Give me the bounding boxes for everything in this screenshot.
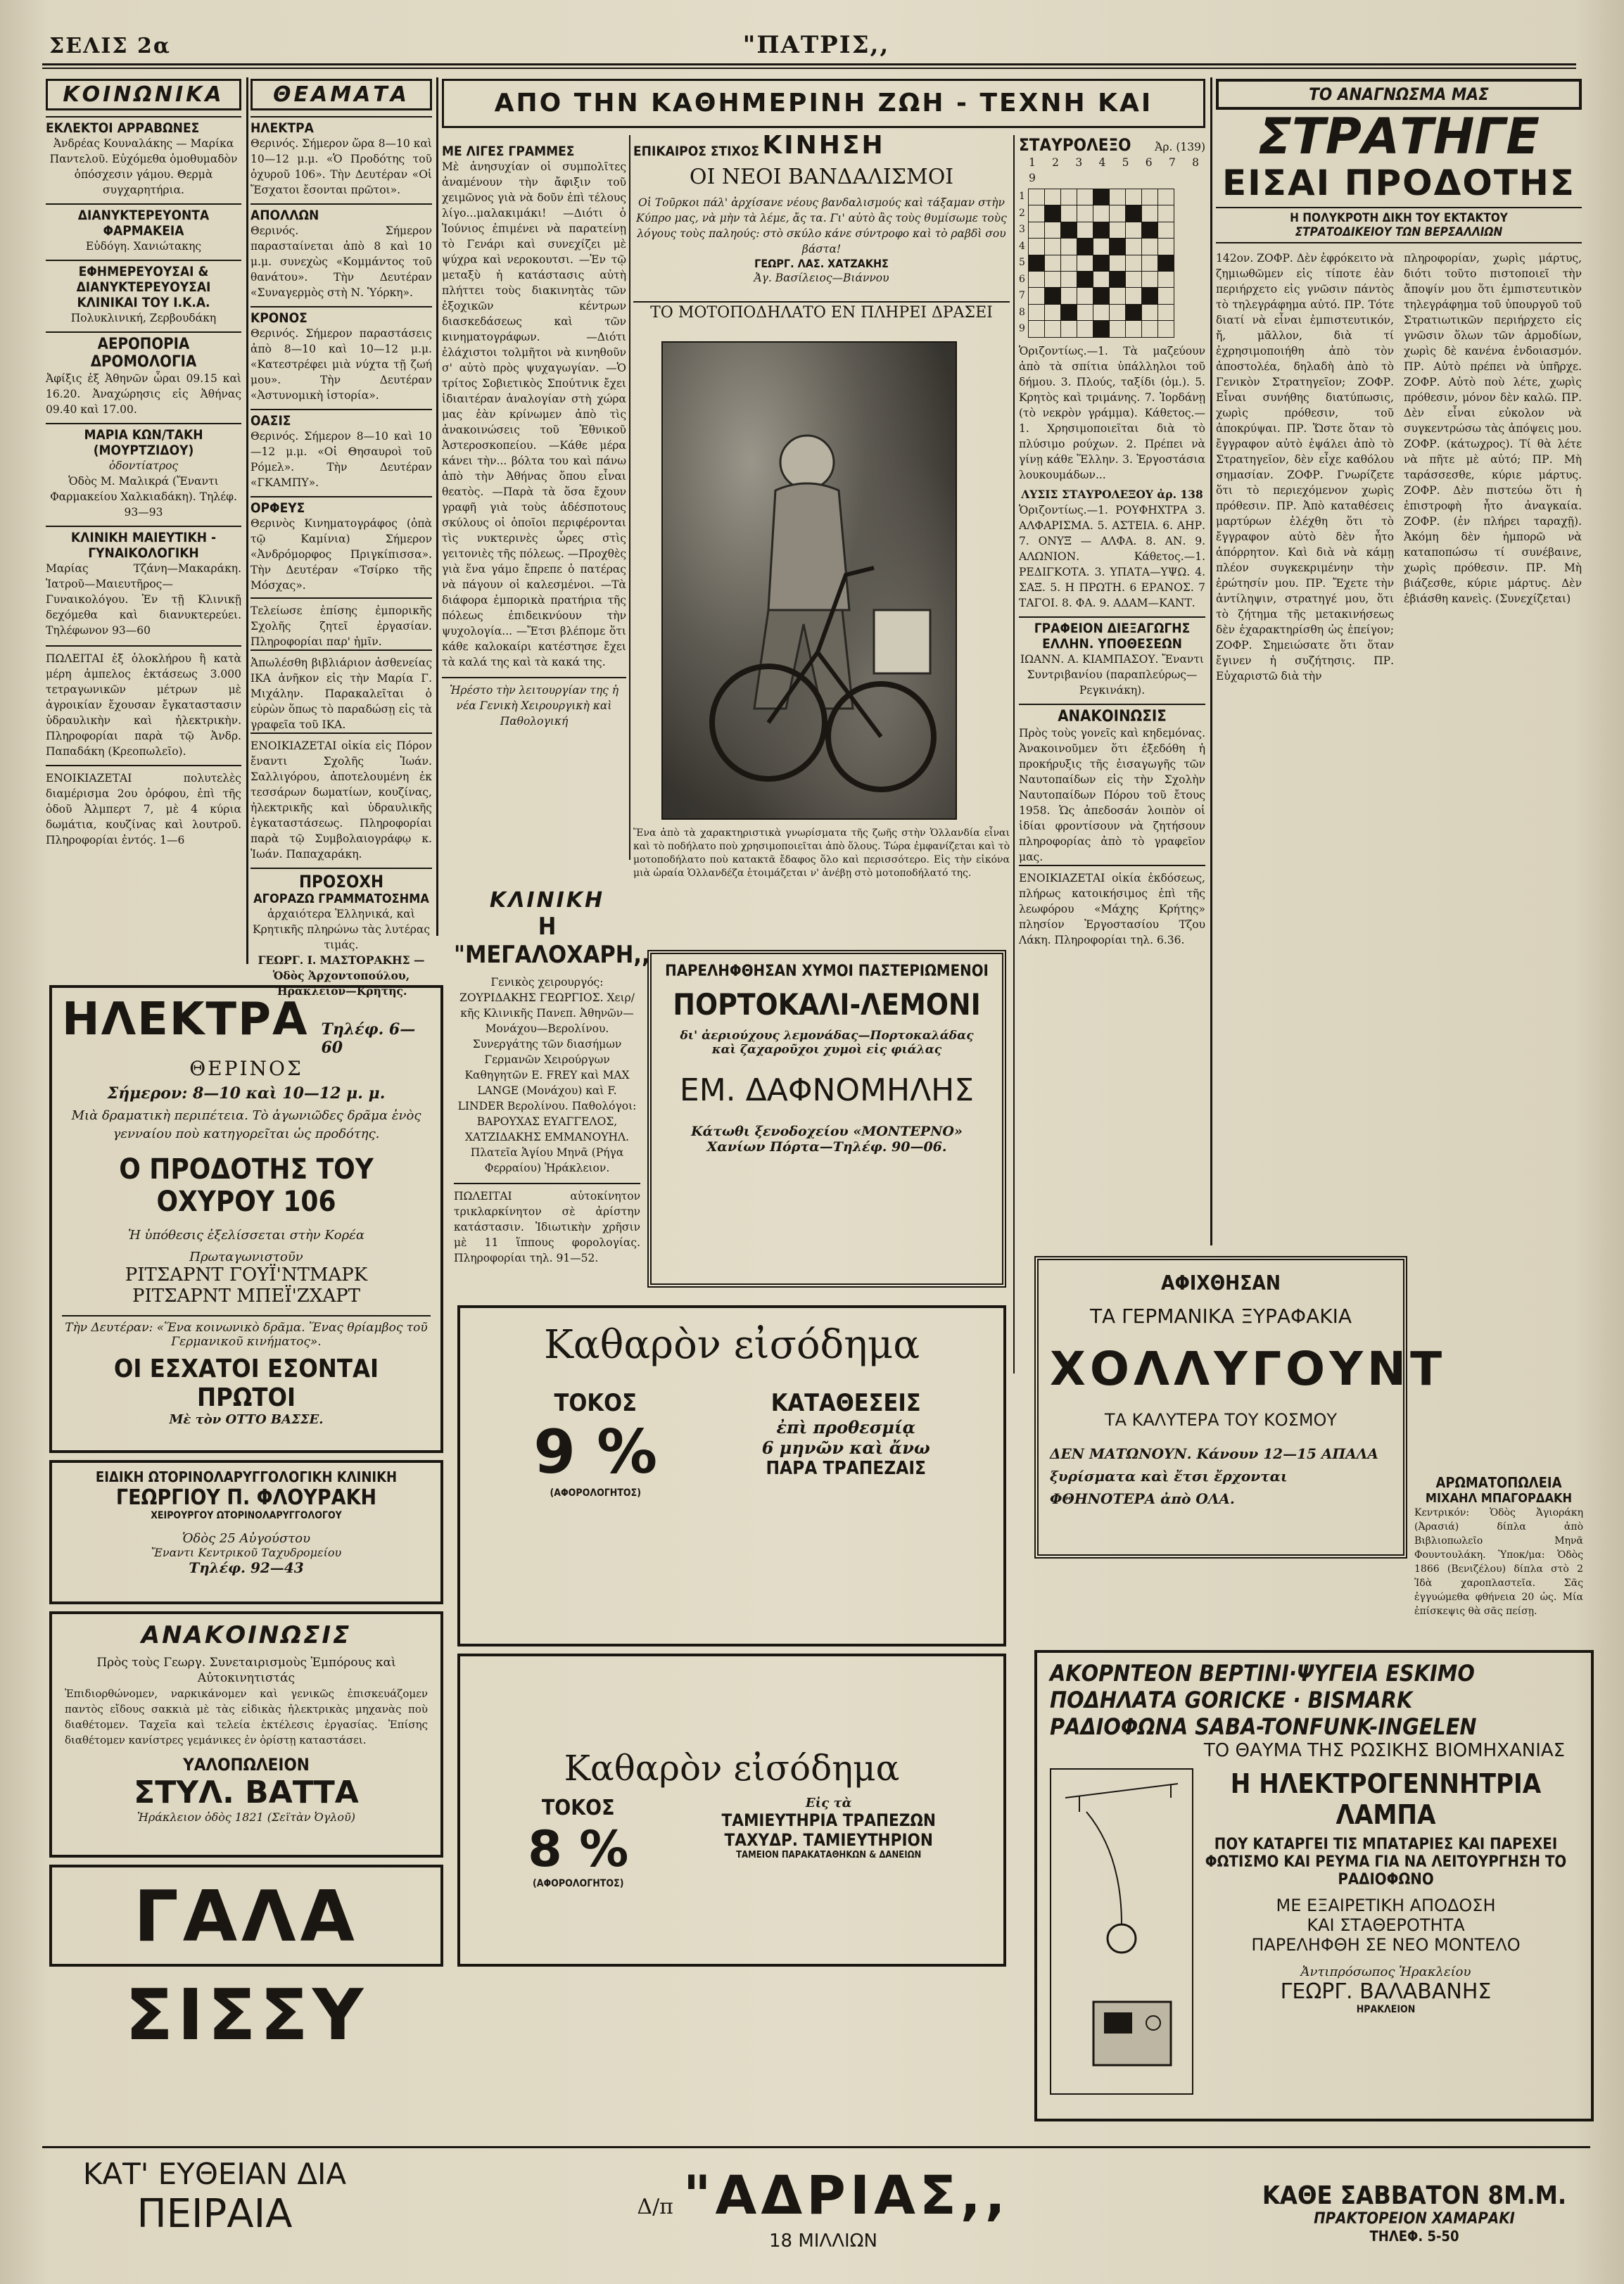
ent-addr-2: Ἔναντι Κεντρικοῦ Ταχυδρομείου xyxy=(151,1546,342,1559)
elektra-film-2-star: Μὲ τὸν ΟΤΤΟ ΒΑΣΣΕ. xyxy=(169,1412,324,1427)
bicycle-illustration xyxy=(663,343,958,821)
razor-brand: ΧΟΛΛΥΓΟΥΝΤ xyxy=(1050,1342,1447,1396)
clinic2-text: Μαρίας Τζάνη—Μακαράκη. Ἰατροῦ—Μαιευτῆρος—Γυναικολόγου. Ἐν τῇ Κλινικῇ δεχόμεθα καὶ διανυκτερεύει. Τηλέφωνον 93—60 xyxy=(46,562,241,637)
sale-ad: ΠΩΛΕΙΤΑΙ ἐξ ὁλοκλήρου ἢ κατὰ μέρη ἀμπελος ἐκτάσεως 3.000 τετραγωνικῶν μέτρων μὲ ἀγροικίαν ἔχουσαν ἔγκαταστασιν ὑδραυλικὴν καὶ ἠλεκτρικὴν. Πληροφορίαι παρὰ τῷ Ἀνδρ. Παπαδάκη (Κρεοπωλεῖο). xyxy=(46,645,241,759)
elektra-title: ΗΛΕΚΤΡΑ xyxy=(62,994,309,1046)
poem-text: Οἱ Τοῦρκοι πάλ' ἀρχίσανε νέους βανδαλισμούς καὶ τάξαμαν στὴν Κύπρο μας, νὰ μὴν τὰ λέμε, ἄς τα. Γι' αὐτὸ ἂς τοὺς θυμίσωμε τοὺς λόγους τοὺς παληούς: στὸ σκύλο κάνε σύντροφο καὶ τὸ ραβδὶ σου βάστα! xyxy=(636,196,1007,255)
juice-addr-2: Χανίων Πόρτα—Τηλέφ. 90—06. xyxy=(706,1139,947,1155)
income-ad-1 xyxy=(457,1305,1006,1647)
income1-title: Καθαρὸν εἰσόδημα xyxy=(543,1322,920,1368)
glass-name: ΣΤΥΛ. ΒΑΤΤΑ xyxy=(134,1775,359,1810)
income1-dep-4: ΠΑΡΑ ΤΡΑΠΕΖΑΙΣ xyxy=(766,1458,927,1479)
theatres-heading: ΘΕΑΜΑΤΑ xyxy=(250,79,432,110)
short-lines-column xyxy=(442,135,626,881)
story-kicker: ΤΟ ΑΝΑΓΝΩΣΜΑ ΜΑΣ xyxy=(1216,79,1582,110)
paper-title: "ΠΑΤΡΙΣ,, xyxy=(742,31,890,59)
notice-1: Τελείωσε ἐπίσης ἐμπορικῆς Σχολῆς ζητεῖ ἐργασίαν. Πληροφορίαι παρ' ἡμῖν. xyxy=(250,597,432,649)
elektra-plot: Ἡ ὑπόθεσις ἐξελίσσεται στὴν Κορέα xyxy=(127,1228,365,1243)
razor-line-1: ΑΦΙΧΘΗΣΑΝ xyxy=(1161,1271,1281,1295)
short-lines-footer: Ἠρέστο τὴν λειτουργίαν της ἡ νέα Γενικὴ Χειρουργικὴ καὶ Παθολογική xyxy=(442,677,626,729)
footer-left xyxy=(49,2157,380,2269)
house-rent-ad: ΕΝΟΙΚΙΑΖΕΤΑΙ οἰκία ἐκδόσεως, πλήρως κατοικήσιμος ἐπὶ τῆς λεωφόρου «Μάχης Κρήτης» πλησίον Ἐργοστασίου Τζου Λάκη. Πληροφορίαι τηλ. 6.36. xyxy=(1019,865,1205,948)
income2-rate: 8 % xyxy=(528,1820,629,1878)
pharmacies-text: Εὐδόγη. Χανιώτακης xyxy=(85,240,202,253)
megalochari-clinic-ad xyxy=(454,888,650,1282)
eskimo-line-4: ΤΟ ΘΑΥΜΑ ΤΗΣ ΡΩΣΙΚΗΣ ΒΙΟΜΗΧΑΝΙΑΣ xyxy=(1203,1740,1566,1761)
elektra-phone: Τηλέφ. 6—60 xyxy=(321,1020,416,1057)
solution-heading: ΛΥΣΙΣ ΣΤΑΥΡΟΛΕΞΟΥ ἀρ. 138 xyxy=(1021,487,1203,501)
footer-right-3: ΤΗΛΕΦ. 5-50 xyxy=(1369,2228,1459,2245)
eskimo-lamp-title: Η ΗΛΕΚΤΡΟΓΕΝΝΗΤΡΙΑ ΛΑΜΠΑ xyxy=(1230,1768,1542,1830)
elektra-monday: Τὴν Δευτέραν: «Ἕνα κοινωνικὸ δρᾶμα. Ἕνας θρίαμβος τοῦ Γερμανικοῦ κινήματος». xyxy=(62,1315,431,1349)
razor-line-2: ΤΑ ΓΕΡΜΑΝΙΚΑ ΞΥΡΑΦΑΚΙΑ xyxy=(1089,1305,1352,1328)
elektra-film-2: ΟΙ ΕΣΧΑΤΟΙ ΕΣΟΝΤΑΙ ΠΡΩΤΟΙ xyxy=(113,1354,379,1412)
attention-sign: ΓΕΩΡΓ. Ι. ΜΑΣΤΟΡΑΚΗΣ — Ὁδὸς Ἀρχοντοπούλου, Ἡρακλεῖον—Κρήτης. xyxy=(258,953,425,998)
perfume-name: ΜΙΧΑΗΛ ΜΠΑΓΟΡΔΑΚΗ xyxy=(1425,1491,1573,1506)
announce-text: Πρὸς τοὺς γονεῖς καὶ κηδεμόνας. Ἀνακοινοῦμεν ὅτι ἐξεδόθη ἡ προκήρυξις τῆς ἐισαγωγῆς τῶν Ναυτοπαίδων εἰς τὴν Σχολὴν Ναυτοπαίδων Πόρου τοῦ ἔτους 1958. Ὡς ἀπεδοσάν λοιπὸν οἱ ἰδίαι φροντίσουν νὰ ζητήσουν πληροφορίας ἀπὸ τὸ γραφεῖον μας. xyxy=(1019,726,1205,863)
eskimo-line-2: ΠΟΔΗΛΑΤΑ GORICKE · BISMARK xyxy=(1050,1687,1413,1713)
footer-left-2: ΠΕΙΡΑΙΑ xyxy=(137,2191,293,2237)
photo-caption: Ἕνα ἀπὸ τὰ χαρακτηριστικὰ γνωρίσματα τῆς ζωῆς στὴν Ὁλλανδία εἶναι καὶ τὸ ποδήλατο ποὺ χρησιμοποιεῖται ἀπὸ ὅλους. Τώρα ἐμφανίζεται καὶ τὸ μοτοποδήλατο ποὺ κατακτᾶ ἔδαφος ὅλο καὶ περισσότερο. Εἰς τὴν εἰκόνα μιὰ ὡραία Ὁλλανδέζα ἑτοιμάζεται ν' ἀνέβῃ στὸ μοτοποδήλατό της. xyxy=(633,827,1010,879)
story-title-2: ΕΙΣΑΙ ΠΡΟΔΟΤΗΣ xyxy=(1222,163,1575,203)
crossword-column xyxy=(1019,135,1205,1373)
engagements-heading: ΕΚΛΕΚΤΟΙ ΑΡΡΑΒΩΝΕΣ xyxy=(46,116,241,136)
short-lines-heading: ΜΕ ΛΙΓΕΣ ΓΡΑΜΜΕΣ xyxy=(442,144,575,159)
solution-text: Ὁριζοντίως.—1. ΡΟΥΦΗΧΤΡΑ 3. ΑΛΦΑΡΙΣΜΑ. 5. ΑΣΤΕΙΑ. 6. ΑΗΡ. 7. ΟΝΥΞ — ΑΛΦΑ. 8. ΑΝ. 9. ΑΛΩΝΙΟΝ. Κάθετος.—1. ΡΕΔΙΓΚΟΤΑ. 3. ΥΠΑΤΑ—ΥΨΩ. 4. ΣΑΞ. 5. Η ΠΡΩΤΗ. 6 ΕΡΑΝΟΣ. 7 ΤΑΓΟΙ. 8. ΦΑ. 9. ΑΔΑΜ—ΚΑΝΤ. xyxy=(1019,503,1205,609)
income2-text-4: ΤΑΜΕΙΟΝ ΠΑΡΑΚΑΤΑΘΗΚΩΝ & ΔΑΝΕΙΩΝ xyxy=(736,1850,922,1860)
notice-3: ΕΝΟΙΚΙΑΖΕΤΑΙ οἰκία εἰς Πόρον ἔναντι Σχολῆς Ἰωάν. Σαλλιγόρου, ἀποτελουμένη ἐκ τεσσάρων δωματίων, κουζίνας, ἠλεκτρικῆς καὶ ὑδραυλικῆς ἐγκαταστάσεως. Πληροφορίαι παρὰ τῷ Συμβολαιογράφῳ κ. Ἰωάν. Παπαχαράκη. xyxy=(250,732,432,862)
eskimo-lamp-ad xyxy=(1034,1650,1594,2121)
elektra-stars-label: Πρωταγωνιστοῦν xyxy=(189,1250,303,1264)
lamp-icon xyxy=(1051,1770,1189,2091)
eskimo-line-3: ΡΑΔΙΟΦΩΝΑ SABA-TONFUNK-INGELEN xyxy=(1050,1713,1477,1740)
eskimo-name: ΓΕΩΡΓ. ΒΑΛΑΒΑΝΗΣ xyxy=(1280,1979,1492,2004)
ent-addr: Ὁδὸς 25 Αὐγούστου xyxy=(182,1531,311,1546)
income2-text-2: ΤΑΜΙΕΥΤΗΡΙΑ ΤΡΑΠΕΖΩΝ xyxy=(721,1810,936,1830)
razor-ad xyxy=(1034,1256,1447,1559)
story-col-2: πληροφορίαν, χωρὶς μάρτυς, διότι τοῦτο πιστοποιεῖ τὴν ἄποψίν μου ὅτι ἐμπιστευτικὸν τηλεγράφημα τοῦ ὑπουργοῦ τοῦ Στρατιωτικῶν περιήρχετο εἰς γνῶσιν ὅλων τῶν ἀρμοδίων, χωρὶς δὲ κανένα ἐνδοιασμόν. ΠΡ. Αὐτὸ πρέπει νὰ ὑπῆρχε. ΖΟΦΡ. Αὐτὸ ποὺ λέτε, χωρὶς πρόθεσιν, μόνον δὲν καλῶ. ΠΡ. Δὲν εἶναι εὐκολον νὰ συγκεντρώσω τὰς ἀπόψεις μου. ΖΟΦΡ. (κάτωχρος). Τί θὰ λέτε νὰ πῆτε μὲ αὐτό; ΠΡ. Μὴ ταράσσεσθε, κύριε μάρτυς. ΖΟΦΡ. Δὲν πιστεύω ὅτι ἡ ἐπιστροφὴ ἦτο ἀναγκαία. ΖΟΦΡ. (ἐν πλήρει ταραχῇ). Ἀκόμη δὲν ἠμπορῶ νὰ καταποπώσω τί συνέβαινε, χωρὶς πρόθεσιν. ΠΡ. Μὴ βιάζεσθε, κύριε μάρτυς. Δὲν ἐβιάσθη κανεὶς. (Συνεχίζεται) xyxy=(1404,252,1582,605)
income-ad-2 xyxy=(457,1654,1006,1967)
motorbike-photo xyxy=(661,341,957,820)
elektra-desc: Μιὰ δραματικὴ περιπέτεια. Τὸ ἀγωνιῶδες δρᾶμα ἑνὸς γενναίου ποὺ κατηγορεῖται ὡς προδότης. xyxy=(71,1108,421,1141)
doctor1-addr: Ὁδὸς Μ. Μαλικρά (Ἔναντι Φαρμακείου Χαλκιαδάκη). Τηλέφ. 93—93 xyxy=(50,475,237,519)
daily-banner: ΑΠΟ ΤΗΝ ΚΑΘΗΜΕΡΙΝΗ ΖΩΗ - ΤΕΧΝΗ ΚΑΙ ΚΙΝΗΣΗ xyxy=(442,79,1205,128)
income2-title: Καθαρὸν εἰσόδημα xyxy=(564,1748,900,1789)
perfume-ad xyxy=(1414,1474,1583,1650)
theatre-4-name: ΟΑΣΙΣ xyxy=(250,409,432,429)
glass-announce-title: ΑΝΑΚΟΙΝΩΣΙΣ xyxy=(141,1621,352,1649)
eskimo-city: ΗΡΑΚΛΕΙΟΝ xyxy=(1356,2004,1416,2015)
attention-text: ἀρχαιότερα Ἑλληνικά, καὶ Κρητικῆς πληρώνω τὰς λυτέρας τιμάς. xyxy=(252,908,430,951)
theatre-4-text: Θερινός. Σήμερον 8—10 καὶ 10—12 μ.μ. «Οἱ Θησαυροὶ τοῦ Ρόμελ». Τὴν Δευτέραν «ΓΚΑΜΠΥ». xyxy=(250,430,432,489)
elektra-star-1: ΡΙΤΣΑΡΝΤ ΓΟΥΪ'ΝΤΜΑΡΚ xyxy=(125,1264,368,1286)
perfume-title: ΑΡΩΜΑΤΟΠΩΛΕΙΑ xyxy=(1435,1474,1562,1491)
poem-column-heading: ΕΠΙΚΑΙΡΟΣ ΣΤΙΧΟΣ xyxy=(633,144,759,159)
glass-announce-2: Ἐπιδιορθώνομεν, ναρκικάνομεν καὶ γενικῶς ἐπισκευάζομεν παντὸς εἴδους σακκιὰ μὲ τὰς εἰδικὰς ἠλεκτρικὰς μηχανὰς ποὺ διαθέτομεν. Ταχεῖα καὶ τελεία ἐκτέλεσις ἐργασίας. Ἐπίσης διαθέτομεν κανίστρες γεμάνικες ἐν ὀρίστῃ καταστάσει. xyxy=(65,1687,428,1746)
rent-ad: ΕΝΟΙΚΙΑΖΕΤΑΙ πολυτελὲς διαμέρισμα 2ου ὀρόφου, ἐπὶ τῆς ὁδοῦ Ἀλμπερτ 7, μὲ 4 κύρια δωμάτια, κουζίνας καὶ λουτροῦ. Πληροφορίαι ἐντός. 1—6 xyxy=(46,765,241,848)
photo-title: ΤΟ ΜΟΤΟΠΟΔΗΛΑΤΟ ΕΝ ΠΛΗΡΕΙ ΔΡΑΣΕΙ xyxy=(650,304,993,322)
perfume-text: Κεντρικόν: Ὁδὸς Ἀγιοράκη (Ἀρασιά) δίπλα ἀπὸ Βιβλιοπωλεῖο Μηνᾶ Φουντουλάκη. Ὑποκ/μα: Ὁδὸς 1866 (Βενιζέλου) δίπλα στὸ 2 Ἰδὰ χαροπλαστεῖα. Σᾶς ἐγγυώμεθα φθήνεια 20 ὡς. Μία ἐπίσκεψις θὰ σᾶς πείσῃ. xyxy=(1414,1507,1583,1617)
elektra-star-2: ΡΙΤΣΑΡΝΤ ΜΠΕΪ'ΖΧΑΡΤ xyxy=(132,1286,360,1307)
glass-addr: Ἡράκλειον ὁδὸς 1821 (Σεϊτὰν Ὀγλοῦ) xyxy=(137,1810,356,1824)
glass-shop-ad xyxy=(49,1611,443,1858)
eskimo-line-6: ΠΟΥ ΚΑΤΑΡΓΕΙ ΤΙΣ ΜΠΑΤΑΡΙΕΣ ΚΑΙ ΠΑΡΕΧΕΙ ΦΩΤΙΣΜΟ ΚΑΙ ΡΕΥΜΑ ΓΙΑ ΝΑ ΛΕΙΤΟΥΡΓΗΣΗ ΤΟ ΡΑΔΙΟΦΩΝΟ xyxy=(1205,1836,1567,1889)
income2-text-3: ΤΑΧΥΔΡ. ΤΑΜΙΕΥΤΗΡΙΟΝ xyxy=(724,1830,933,1850)
story-title-1: ΣΤΡΑΤΗΓΕ xyxy=(1258,108,1540,165)
office-heading: ΓΡΑΦΕΙΟΝ ΔΙΕΞΑΓΩΓΗΣ ΕΛΛΗΝ. ΥΠΟΘΕΣΕΩΝ xyxy=(1019,616,1205,652)
lamp-illustration xyxy=(1050,1768,1193,2095)
glass-announce-1: Πρὸς τοὺς Γεωργ. Συνεταιρισμοὺς Ἐμπόρους καὶ Αὐτοκινητιστάς xyxy=(96,1656,396,1685)
crossword-grid xyxy=(1028,189,1174,338)
poem-box xyxy=(633,135,1010,297)
theatre-1-text: Θερινός. Σήμερον ὥρα 8—10 καὶ 10—12 μ.μ. «Ὁ Προδότης τοῦ ὀχυροῦ 106». Τὴν Δευτέραν «Οἱ Ἔσχατοι ἔσονται πρῶτοι». xyxy=(250,137,432,196)
juice-line-1: ΠΑΡΕΛΗΦΘΗΣΑΝ ΧΥΜΟΙ ΠΑΣΤΕΡΙΩΜΕΝΟΙ xyxy=(665,963,989,980)
juice-line-4: καὶ ζαχαροῦχοι χυμοὶ εἰς φιάλας xyxy=(711,1043,942,1057)
elektra-ad xyxy=(49,985,443,1453)
crossword-title: ΣΤΑΥΡΟΛΕΞΟ xyxy=(1019,135,1131,155)
ent-name: ΓΕΩΡΓΙΟΥ Π. ΦΛΟΥΡΑΚΗ xyxy=(115,1485,377,1510)
income2-text-1: Εἰς τὰ xyxy=(805,1796,852,1810)
theatre-3-text: Θερινός. Σήμερον παραστάσεις ἀπὸ 8—10 καὶ 10—12 μ.μ. «Κατεστρέφει μιὰ νύχτα τῇ ζωή μου». Τὴν Δευτέραν «Ἀστυνομικὴ ἱστορία». xyxy=(250,327,432,402)
theatre-5-name: ΟΡΦΕΥΣ xyxy=(250,496,432,516)
glass-label: ΥΑΛΟΠΩΛΕΙΟΝ xyxy=(183,1755,310,1775)
story-sub-1: Η ΠΟΛΥΚΡΟΤΗ ΔΙΚΗ ΤΟΥ ΕΚΤΑΚΤΟΥ xyxy=(1216,207,1582,225)
ika-text: Πολυκλινική, Ζερβουδάκη xyxy=(70,312,217,324)
social-heading: ΚΟΙΝΩΝΙΚΑ xyxy=(46,79,241,110)
footer-ship-name: "ΑΔΡΙΑΣ,, xyxy=(683,2164,1010,2226)
office-text: ΙΩΑΝΝ. Α. ΚΙΑΜΠΑΣΟΥ. Ἔναντι Συντριβανίου (παραπλεύρως—Ρεγκινάκη). xyxy=(1020,652,1205,697)
razor-line-4: ΤΑ ΚΑΛΥΤΕΡΑ ΤΟΥ ΚΟΣΜΟΥ xyxy=(1104,1410,1338,1430)
ent-role: ΧΕΙΡΟΥΡΓΟΥ ΩΤΟΡΙΝΟΛΑΡΥΓΓΟΛΟΓΟΥ xyxy=(151,1510,342,1521)
poem-title: ΟΙ ΝΕΟΙ ΒΑΝΔΑΛΙΣΜΟΙ xyxy=(689,165,954,189)
razor-line-5: ΔΕΝ ΜΑΤΩΝΟΥΝ. Κάνουν 12—15 ΑΠΑΛΑ ξυρίσματα καὶ ἔτσι ἔρχονται ΦΘΗΝΟΤΕΡΑ ἀπὸ ΟΛΑ. xyxy=(1050,1445,1378,1507)
flights-heading: ΑΕΡΟΠΟΡΙΑ ΔΡΟΜΟΛΟΓΙΑ xyxy=(46,331,241,371)
theatre-2-name: ΑΠΟΛΛΩΝ xyxy=(250,203,432,223)
eskimo-line-7: ΜΕ ΕΞΑΙΡΕΤΙΚΗ ΑΠΟΔΟΣΗ xyxy=(1276,1896,1496,1915)
crossword-clues: Ὁριζοντίως.—1. Τὰ μαζεύουν ἀπὸ τὰ σπίτια ὑπάλληλοι τοῦ δήμου. 3. Πλούς, ταξίδι (ὁμ.). 5. Κρητὸς καὶ τριμάνης. 7. Ἰορδάνῃ (τὸ νεκρὸν γράμμα). Κάθετος.—1. Χρησιμοποιεῖται διὰ τὸ πλύσιμο ρούχων. 2. Πρέπει νὰ γίνῃ κάθε Ἕλλην. 3. Ἐργοστάσια λουκουμάδων... xyxy=(1019,344,1205,481)
theatre-2-text: Θερινός. Σήμερον παρασταίνεται ἀπὸ 8 καὶ 10 μ.μ. συνεχὼς «Κομμάντος τοῦ θανάτου». Τὴν Δευτέραν «Συναγερμὸς στὴ Ν. Ὑόρκη». xyxy=(250,224,432,299)
attention-sub: ΑΓΟΡΑΖΩ ΓΡΑΜΜΑΤΟΣΗΜΑ xyxy=(253,892,429,906)
footer-right xyxy=(1245,2181,1583,2273)
footer-ship-prefix: Δ/π xyxy=(637,2195,673,2219)
theatre-1-name: ΗΛΕΚΤΡΑ xyxy=(250,116,432,136)
eskimo-rep: Ἀντιπρόσωπος Ἡρακλείου xyxy=(1300,1965,1471,1979)
footer-left-1: ΚΑΤ' ΕΥΘΕΙΑΝ ΔΙΑ xyxy=(82,2157,347,2191)
clinic2-heading: ΚΛΙΝΙΚΗ ΜΑΙΕΥΤΙΚΗ - ΓΥΝΑΙΚΟΛΟΓΙΚΗ xyxy=(46,526,241,561)
ika-heading: ΕΦΗΜΕΡΕΥΟΥΣΑΙ & ΔΙΑΝΥΚΤΕΡΕΥΟΥΣΑΙ ΚΛΙΝΙΚΑΙ ΤΟΥ Ι.Κ.Α. xyxy=(46,260,241,310)
income1-dep: ΚΑΤΑΘΕΣΕΙΣ xyxy=(770,1389,921,1417)
theatre-3-name: ΚΡΟΝΟΣ xyxy=(250,306,432,326)
ent-title: ΕΙΔΙΚΗ ΩΤΟΡΙΝΟΛΑΡΥΓΓΟΛΟΓΙΚΗ ΚΛΙΝΙΚΗ xyxy=(95,1468,398,1485)
ent-clinic-ad xyxy=(49,1460,443,1604)
pharmacies-heading: ΔΙΑΝΥΚΤΕΡΕΥΟΝΤΑ ΦΑΡΜΑΚΕΙΑ xyxy=(46,203,241,239)
footer-knots: 18 ΜΙΛΛΙΩΝ xyxy=(768,2231,877,2252)
juice-name: ΕΜ. ΔΑΦΝΟΜΗΛΗΣ xyxy=(679,1072,975,1108)
juices-ad xyxy=(647,950,1006,1288)
attention-heading: ΠΡΟΣΟΧΗ xyxy=(250,868,432,892)
doctor1-role: ὀδοντίατρος xyxy=(108,459,179,472)
short-lines-text: Μὲ ἀνησυχίαν οἱ συμπολῖτες ἀναμένουν τὴν ἄφιξιν τοῦ χειμῶνος γιὰ νὰ δοῦν ἐπὶ τέλους λίγο...μαλακιμάκι! —Διότι ὁ Ἰούνιος ἐπιμένει νὰ παρατείνῃ τὸ Γενάρι καὶ συνεχίζει μὲ ψύχρα καὶ νεροκουτσι. —Ἐν τῷ μεταξὺ ἡ κατάστασις αὐτὴ πλήττει τοὺς διακινητὰς τῶν ἐξοχικῶν κέντρων διασκεδάσεως καὶ τῶν κινηματογράφων. —Διότι ἐλάχιστοι τολμῆτοι νὰ κινηθοῦν σ' αὐτὸ πρὸς ψυχαγωγίαν. —Ὁ τρίτος Σοβιετικὸς Σπούτνικ ἔχει ἰδιαιτέραν ἀναλογίαν στὴ χώρα μας ἐὰν κρίνωμεν ἀπὸ τὶς ἀνακοινώσεις τοῦ Ἐθνικοῦ Ἀστεροσκοπείου. —Κάθε μέρα κάνει τὴν... βόλτα του καὶ πάνω ἀπὸ τὴν Ἀθήνας ὅπου εἶναι θεατὸς. —Παρὰ τὰ ὅσα ἔχουν γραφῆ γιὰ τοὺς ἀδέσποτους σκύλους οἱ ὁποῖοι περιφέρονται τὶς νυκτερινὲς ὧρες στὶς γειτονιὲς τῆς πόλεως. —Προχθὲς γιὰ ἕνα γάμο ἔπρεπε ὁ πατέρας νὰ πάγουν οἱ καλεσμένοι. —Τὰ διάφορα ἐμπορικὰ πρατήρια τῆς πόλεως ἐπιδεικνύουν τὴν ψυχολογία... —Ἔτσι βλέπομε ὅτι κάθε καλοκαίρι κατέστησε ἔχει τὰ καλά της καὶ τὰ κακά της. xyxy=(442,160,626,668)
story-col-1: 142ον. ΖΟΦΡ. Δὲν ἐφρόκειτο νὰ ζημιωθῶμεν εἰς τίποτε ἐὰν περιήρχετο εἰς γνῶσιν πάντὸς τὸ τηλεγράφημα αὐτό. ΠΡ. Τότε διατί νὰ εἶναι ἐμπιστευτικόν, ἤ, μᾶλλον, διὰ τί ἐχρησιμοποιήθη ἀπὸ τὸν ἀποστολέα, δηλαδὴ ἀπὸ τὸ Γενικὸν Στρατηγεῖον; ΖΟΦΡ. Εἶναι συνήθης διατύπωσις, χωρὶς πρόθεσιν, τοῦ ἀποκρύψαι. ΠΡ. Ὥστε ὅταν τὸ ἔγγραφον αὐτὸ ἐψάλει ἀπὸ τὸ Στρατηγεῖον, δὲν εἶχε καθόλου σημασίαν. ΖΟΦΡ. Γνωρίζετε ὅτι τὸ περιεχόμενον χωρὶς πρόθεσιν. ΠΡ. Ἀπὸ καταθέσεις μαρτύρων ἐλέχθη ὅτι τὸ ἔγγραφον αὐτὸ δὲν ἦτο ἀπόρρητον. Καὶ διὰ νὰ κάμῃ πλέον συγκεκριμένην τὴν ἐρώτησίν μου. ΠΡ. Ἔχετε τὴν ἀντίληψιν, στρατηγέ μου, ὅτι τὸ ζήτημα τῆς μετακινήσεως δὲν ἐχαρακτηρίσθη ὡς ἐπείγον; ΖΟΦΡ. Σημειώσατε ὅτι ὅταν ἔγινεν ἡ συζήτησις. ΠΡ. Εὐχαριστῶ διὰ τὴν xyxy=(1216,252,1394,683)
footer-center xyxy=(598,2164,1048,2269)
story-sub-2: ΣΤΡΑΤΟΔΙΚΕΙΟΥ ΤΩΝ ΒΕΡΣΑΛΛΙΩΝ xyxy=(1216,225,1582,243)
income1-dep-3: 6 μηνῶν καὶ ἄνω xyxy=(761,1438,930,1458)
milk-ad xyxy=(49,1865,443,2056)
serial-story xyxy=(1216,79,1582,1261)
theatre-5-text: Θερινὸς Κινηματογράφος (ὀπὰ τῷ Καμίνια) Σήμερον «Ἀνδρόμορφος Πριγκίπισσα». Τὴν Δευτέραν «Τσίρκο τῆς Μόσχας». xyxy=(250,517,432,592)
crossword-cols: 1 2 3 4 5 6 7 8 9 xyxy=(1029,156,1205,184)
theatres-column xyxy=(250,79,432,998)
announce-heading: ΑΝΑΚΟΙΝΩΣΙΣ xyxy=(1019,704,1205,725)
income2-tax: (ΑΦΟΡΟΛΟΓΗΤΟΣ) xyxy=(532,1878,624,1889)
eskimo-line-1: ΑΚΟΡΝΤΕΟΝ ΒΕΡΤΙΝΙ·ΨΥΓΕΙΑ ESKIMO xyxy=(1050,1660,1475,1687)
milk-title: ΓΑΛΑ ΣΙΣΣΥ xyxy=(125,1875,368,2056)
income2-rate-label: ΤΟΚΟΣ xyxy=(541,1796,615,1820)
juice-line-2: ΠΟΡΤΟΚΑΛΙ-ΛΕΜΟΝΙ xyxy=(673,987,981,1022)
income1-rate-label: ΤΟΚΟΣ xyxy=(554,1389,637,1417)
clinic-text: Γενικὸς χειρουργός: ΖΟΥΡΙΔΑΚΗΣ ΓΕΩΡΓΙΟΣ. Χειρ/κῆς Κλινικῆς Πανεπ. Ἀθηνῶν—Μονάχου—Βερολίνου. Συνεργάτης τῶν διασήμων Γερμανῶν Χειρούργων Καθηγητῶν E. FREY καὶ MAX LANGE (Μονάχου) καὶ F. LINDER Βερολίνου. Παθολόγοι: ΒΑΡΟΥΧΑΣ ΕΥΑΓΓΕΛΟΣ, ΧΑΤΖΙΔΑΚΗΣ ΕΜΜΑΝΟΥΗΛ. Πλατεῖα Ἁγίου Μηνᾶ (Ρήγα Φερραίου) Ἡράκλειον. xyxy=(457,976,637,1174)
eskimo-line-9: ΠΑΡΕΛΗΦΘΗ ΣΕ ΝΕΟ ΜΟΝΤΕΛΟ xyxy=(1251,1935,1521,1955)
car-sale-ad: ΠΩΛΕΙΤΑΙ αὐτοκίνητον τρικλαρκίνητον σὲ ἀρίστην κατάστασιν. Ἰδιωτικὴν χρῆσιν μὲ 11 ἵππους φορολογίας. Πληροφορίαι τηλ. 91—52. xyxy=(454,1183,640,1266)
poem-place: Ἀγ. Βασίλειος—Βιάννου xyxy=(754,272,889,284)
crossword-number: Ἀρ. (139) xyxy=(1155,141,1205,153)
juice-addr: Κάτωθι ξενοδοχείου «ΜΟΝΤΕΡΝΟ» xyxy=(691,1124,963,1139)
crossword-rows: 1 2 3 4 5 6 7 8 9 xyxy=(1019,191,1025,334)
elektra-sub: ΘΕΡΙΝΟΣ xyxy=(189,1057,303,1080)
poem-author: ΓΕΩΡΓ. ΛΑΣ. ΧΑΤΖΑΚΗΣ xyxy=(754,257,889,270)
notice-2: Ἀπωλέσθη βιβλιάριον ἀσθενείας ΙΚΑ ἀνῆκον εἰς τὴν Μαρία Γ. Μιχάλην. Παρακαλεῖται ὁ εὑρὼν ὅπως τὸ παραδώσῃ εἰς τὰ γραφεῖα τοῦ ΙΚΑ. xyxy=(250,649,432,732)
ent-phone: Τηλέφ. 92—43 xyxy=(189,1559,304,1576)
footer-right-1: ΚΑΘΕ ΣΑΒΒΑΤΟΝ 8Μ.Μ. xyxy=(1262,2181,1567,2210)
flights-text: Ἀφίξις ἐξ Ἀθηνῶν ὧραι 09.15 καὶ 16.20. Ἀναχώρησις εἰς Ἀθήνας 09.40 καὶ 17.00. xyxy=(46,372,241,416)
juice-line-3: δι' ἀεριούχους λεμονάδας—Πορτοκαλάδας xyxy=(680,1029,974,1043)
elektra-time: Σήμερον: 8—10 καὶ 10—12 μ. μ. xyxy=(107,1084,386,1103)
clinic-title: ΚΛΙΝΙΚΗ xyxy=(489,888,605,913)
page-number: ΣΕΛΙΣ 2α xyxy=(49,34,172,58)
engagements-text: Ἀνδρέας Κουναλάκης — Μαρίκα Παντελοῦ. Εὐχόμεθα ὁμοθυμαδὸν ὁπόσχεσιν γάμου. Θερμὰ συγχαρητήρια. xyxy=(49,137,238,196)
elektra-film: Ο ΠΡΟΔΟΤΗΣ ΤΟΥ ΟΧΥΡΟΥ 106 xyxy=(119,1153,374,1218)
income1-dep-2: ἐπὶ προθεσμίᾳ xyxy=(776,1417,916,1438)
footer-right-2: ΠΡΑΚΤΟΡΕΙΟΝ ΧΑΜΑΡΑΚΙ xyxy=(1314,2210,1515,2228)
doctor1-name: ΜΑΡΙΑ ΚΩΝ/ΤΑΚΗ (ΜΟΥΡΤΖΙΔΟΥ) xyxy=(46,423,241,458)
eskimo-line-8: ΚΑΙ ΣΤΑΘΕΡΟΤΗΤΑ xyxy=(1307,1915,1465,1935)
income1-tax: (ΑΦΟΡΟΛΟΓΗΤΟΣ) xyxy=(550,1487,641,1499)
social-column xyxy=(46,79,241,965)
income1-rate: 9 % xyxy=(533,1417,658,1487)
clinic-name: Η "ΜΕΓΑΛΟΧΑΡΗ,, xyxy=(454,913,650,969)
